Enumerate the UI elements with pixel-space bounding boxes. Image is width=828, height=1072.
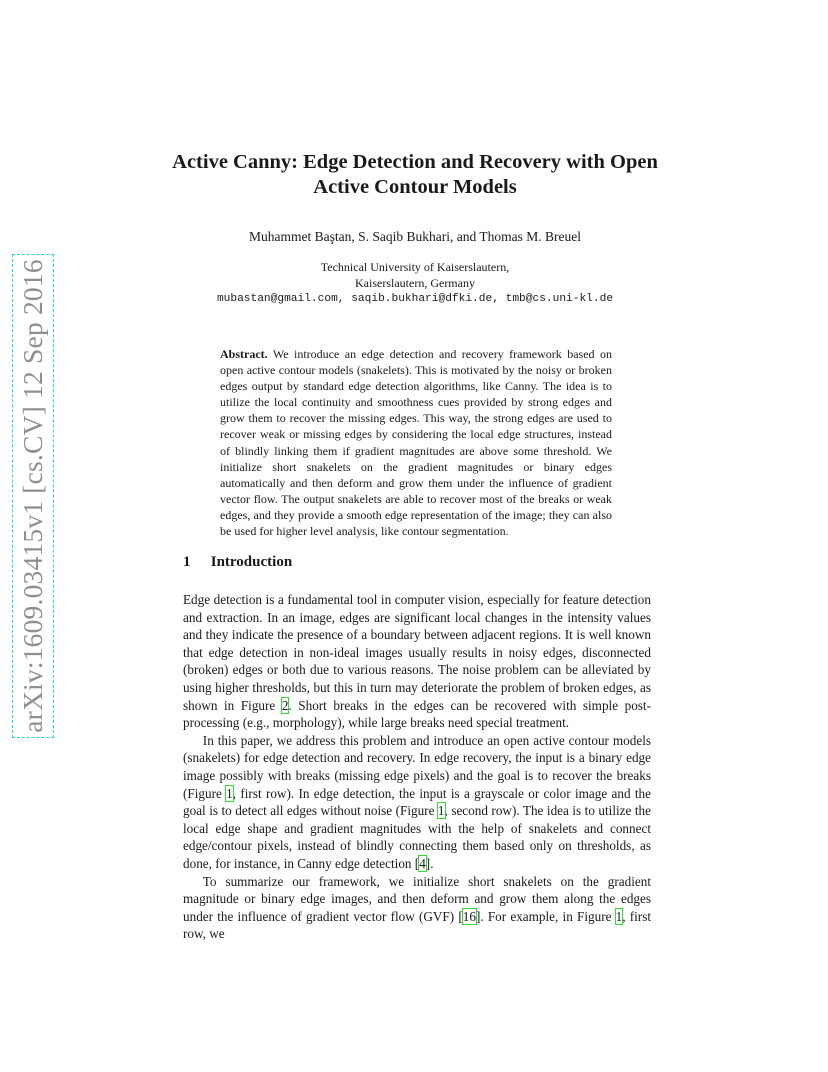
section-number: 1 (183, 554, 191, 570)
title-line-1: Active Canny: Edge Detection and Recovery with Open (172, 151, 658, 173)
affiliation-line-1: Technical University of Kaiserslautern, (320, 260, 510, 274)
affiliation-line-2: Kaiserslautern, Germany (355, 276, 475, 290)
abstract (220, 346, 612, 539)
section-heading-introduction (183, 554, 292, 571)
paragraph-text: , second row). The idea is to utilize the local edge shape and gradient magnitudes with the help of snakelets and connect edge/contour pixels, instead of blindly connecting them based only on thresholds, as done, for instance, in Canny edge detection [ (183, 803, 651, 871)
paper-title (150, 150, 680, 200)
figure-reference-link[interactable]: 2 (281, 697, 289, 713)
title-line-2: Active Contour Models (313, 176, 517, 198)
section-title: Introduction (210, 554, 293, 570)
paragraph-text: ]. For example, in Figure (475, 908, 616, 924)
paragraph-text: To summarize our framework, we initialize short snakelets on the gradient magnitude or binary edge images, and then deform and grow them along the edges under the influence of gradient vector flow (GVF) [ (183, 873, 651, 924)
body-text (183, 591, 651, 943)
figure-reference-link[interactable]: 1 (226, 785, 233, 801)
arxiv-watermark[interactable] (12, 254, 54, 738)
paragraph-text: In this paper, we address this problem and introduce an open active contour models (snakelets) for edge detection and recovery. In edge recovery, the input is a binary edge image possibly with breaks (missing edge pixels) and the goal is to recover the breaks (Figure (183, 732, 651, 801)
arxiv-identifier: arXiv:1609.03415v1 [cs.CV] 12 Sep 2016 (17, 259, 48, 733)
paragraph-text: . Short breaks in the edges can be recovered with simple post-processing (e.g., morphology), while large breaks need special treatment. (183, 697, 651, 731)
paragraph-text: ]. (425, 855, 434, 871)
paragraph-1 (183, 591, 651, 732)
citation-link[interactable]: 16 (462, 908, 476, 924)
citation-link[interactable]: 4 (419, 855, 426, 871)
abstract-text: We introduce an edge detection and recovery framework based on open active contour models (snakelets). This is motivated by the noisy or broken edges output by standard edge detection algorithms, like Canny. The idea is to utilize the local continuity and smoothness cues provided by strong edges and grow them to recover the missing edges. This way, the strong edges are used to recover weak or missing edges by considering the local edge structures, instead of blindly linking them if gradient magnitudes are above some threshold. We initialize short snakelets on the gradient magnitudes or binary edges automatically and then deform and grow them under the influence of gradient vector flow. The output snakelets are able to recover most of the breaks or weak edges, and they provide a smooth edge representation of the image; they can also be used for higher level analysis, like contour segmentation. (220, 347, 612, 539)
author-emails: mubastan@gmail.com, saqib.bukhari@dfki.de, tmb@cs.uni-kl.de (216, 293, 614, 305)
paragraph-text: , first row). In edge detection, the input is a grayscale or color image and the goal is to detect all edges without noise (Figure (183, 785, 652, 819)
figure-reference-link[interactable]: 1 (615, 908, 623, 924)
paragraph-text: , first row, we (183, 908, 651, 942)
figure-reference-link[interactable]: 1 (437, 803, 445, 819)
paragraph-text: Edge detection is a fundamental tool in computer vision, especially for feature detection and extraction. In an image, edges are significant local changes in the intensity values and they indicate the presence of a boundary between adjacent regions. It is well known that edge detection in non-ideal images usually results in noisy edges, disconnected (broken) edges or both due to various reasons. The noise problem can be alleviated by using higher thresholds, but this in turn may deteriorate the problem of broken edges, as shown in Figure (183, 592, 651, 713)
paragraph-2 (183, 732, 651, 873)
affiliation (150, 259, 680, 307)
author-list: Muhammet Baştan, S. Saqib Bukhari, and Thomas M. Breuel (249, 229, 581, 244)
paragraph-3 (183, 873, 651, 943)
abstract-label: Abstract. (220, 347, 268, 361)
